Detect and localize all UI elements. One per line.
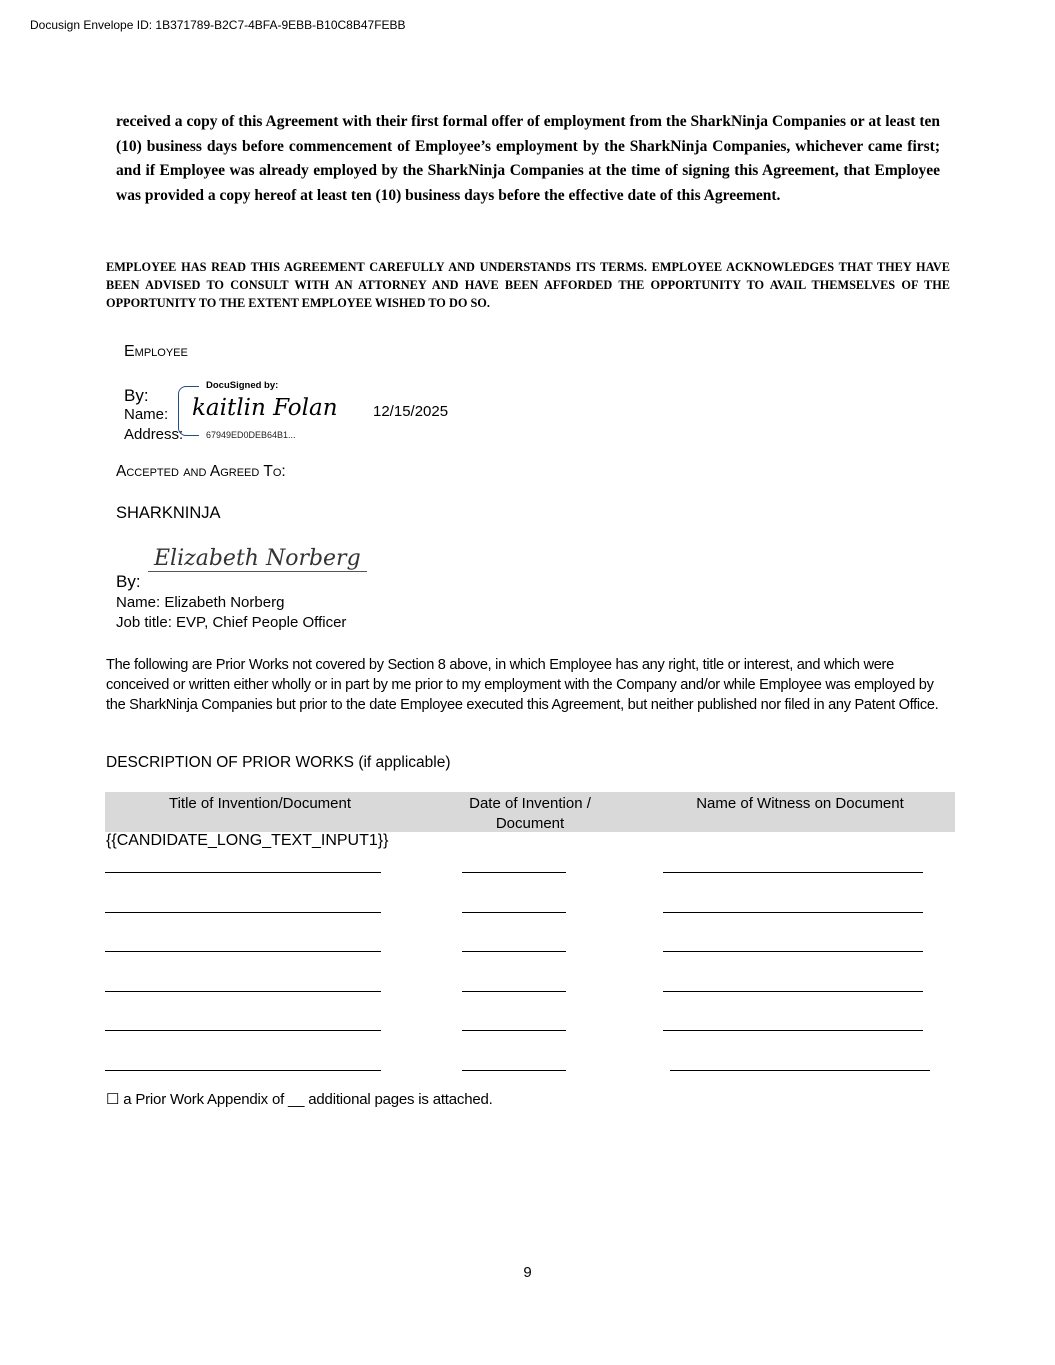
blank-line-witness xyxy=(663,872,923,873)
blank-line-title xyxy=(105,1030,381,1031)
signature-id: 67949ED0DEB64B1... xyxy=(206,430,296,440)
blank-line-date xyxy=(462,912,566,913)
column-title: Title of Invention/Document xyxy=(168,795,352,812)
docusigned-by-label: DocuSigned by: xyxy=(206,380,279,391)
employee-address-label: Address: xyxy=(124,426,184,443)
blank-line-date xyxy=(462,991,566,992)
blank-line-witness xyxy=(663,991,923,992)
column-date: Date of Invention / Document xyxy=(469,795,591,832)
blank-line-date xyxy=(462,872,566,873)
company-name: SHARKNINJA xyxy=(116,504,221,522)
blank-line-date xyxy=(462,1070,566,1071)
blank-line-witness xyxy=(663,912,923,913)
company-signer-title: Job title: EVP, Chief People Officer xyxy=(116,614,347,631)
envelope-id: Docusign Envelope ID: 1B371789-B2C7-4BFA-9EBB-B10C8B47FEBB xyxy=(30,18,406,32)
blank-line-date xyxy=(462,951,566,952)
acknowledgement-paragraph: EMPLOYEE HAS READ THIS AGREEMENT CAREFULLY AND UNDERSTANDS ITS TERMS. EMPLOYEE ACKNOWLEDGES THAT THEY HAVE BEEN ADVISED TO CONSULT WITH AN ATTORNEY AND HAVE BEEN AFFORDED THE OPPORTUNITY TO AVAIL THEMSELVES OF THE OPPORTUNITY TO THE EXTENT EMPLOYEE WISHED TO DO SO. xyxy=(106,260,950,310)
blank-line-title xyxy=(105,1070,381,1071)
blank-line-witness xyxy=(663,1030,923,1031)
column-witness: Name of Witness on Document xyxy=(696,795,904,812)
blank-line-date xyxy=(462,1030,566,1031)
prior-works-paragraph: The following are Prior Works not covered by Section 8 above, in which Employee has any right, title or interest, and which were conceived or written either wholly or in part by me prior to my employment with the Company and/or while Employee was employed by the SharkNinja Companies but prior to the date Employee executed this Agreement, but neither published nor filed in any Patent Office. xyxy=(106,657,939,713)
prior-works-heading: DESCRIPTION OF PRIOR WORKS (if applicable) xyxy=(106,754,451,771)
blank-line-title xyxy=(105,912,381,913)
prior-works-table-header xyxy=(105,792,955,832)
page-number: 9 xyxy=(523,1264,532,1281)
blank-line-title xyxy=(105,991,381,992)
blank-line-title xyxy=(105,951,381,952)
agreement-paragraph: received a copy of this Agreement with their first formal offer of employment from the SharkNinja Companies or at least ten (10) business days before commencement of Employee’s employment by the SharkNinja Companies, whichever came first; and if Employee was already employed by the SharkNinja Companies at the time of signing this Agreement, that Employee was provided a copy hereof at least ten (10) business days before the effective date of this Agreement. xyxy=(116,113,940,204)
company-signature: Elizabeth Norberg xyxy=(148,546,367,572)
company-signer-name: Name: Elizabeth Norberg xyxy=(116,594,285,611)
candidate-input-placeholder: {{CANDIDATE_LONG_TEXT_INPUT1}} xyxy=(106,832,389,849)
appendix-checkbox-line: ☐ a Prior Work Appendix of __ additional pages is attached. xyxy=(106,1091,493,1108)
blank-line-witness xyxy=(670,1070,930,1071)
accepted-heading: Accepted and Agreed To: xyxy=(116,463,286,480)
employee-name-label: Name: xyxy=(124,406,169,423)
blank-line-title xyxy=(105,872,381,873)
employee-heading: Employee xyxy=(124,343,188,360)
blank-line-witness xyxy=(663,951,923,952)
employee-signature: kaitlin Folan xyxy=(192,395,338,421)
company-by-label: By: xyxy=(116,572,141,591)
signature-date: 12/15/2025 xyxy=(373,403,449,420)
employee-by-label: By: xyxy=(124,386,149,405)
